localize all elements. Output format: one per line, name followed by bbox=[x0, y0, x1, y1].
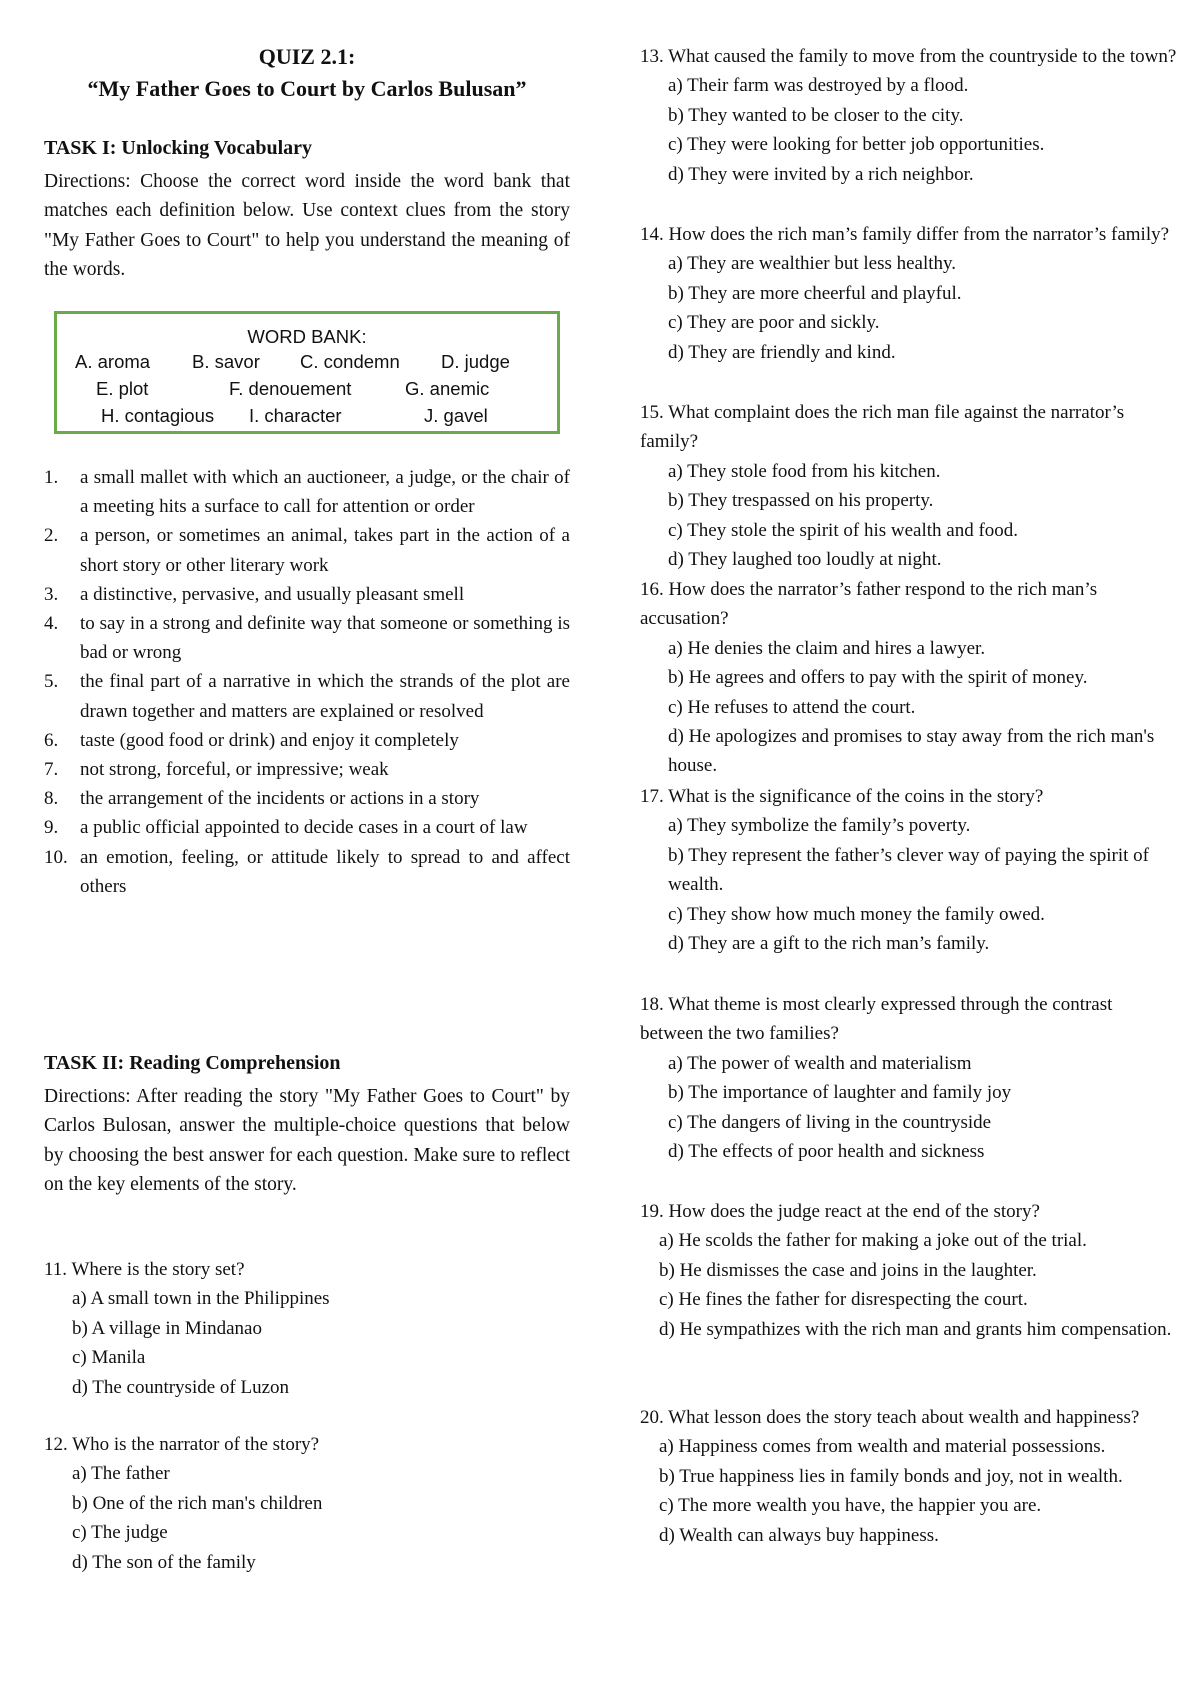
answer-option: a) Happiness comes from wealth and material possessions. bbox=[659, 1436, 1106, 1458]
word-bank-word: J. gavel bbox=[424, 405, 488, 426]
answer-option: c) The judge bbox=[72, 1522, 168, 1544]
word-bank-word: D. judge bbox=[441, 351, 510, 372]
vocab-list bbox=[44, 463, 570, 901]
answer-option: c) Manila bbox=[72, 1347, 146, 1369]
question-stem: 12. Who is the narrator of the story? bbox=[44, 1434, 320, 1455]
answer-option: c) The more wealth you have, the happier you are. bbox=[659, 1495, 1042, 1517]
answer-option: d) They are friendly and kind. bbox=[668, 341, 896, 363]
answer-option: a) The father bbox=[72, 1463, 170, 1485]
vocab-item bbox=[44, 580, 570, 609]
answer-option: d) He sympathizes with the rich man and grants him compensation. bbox=[659, 1318, 1172, 1340]
vocab-item bbox=[44, 813, 570, 842]
answer-option: c) They stole the spirit of his wealth and food. bbox=[668, 519, 1019, 541]
question-20 bbox=[640, 1403, 1180, 1550]
word-bank bbox=[54, 311, 560, 434]
answer-option: c) He refuses to attend the court. bbox=[668, 696, 916, 718]
question-14 bbox=[640, 220, 1180, 367]
answer-option: b) The importance of laughter and family joy bbox=[668, 1082, 1012, 1104]
answer-option: b) He agrees and offers to pay with the spirit of money. bbox=[668, 667, 1088, 689]
answer-option: a) They stole food from his kitchen. bbox=[668, 460, 941, 482]
answer-option: d) The son of the family bbox=[72, 1551, 256, 1573]
answer-option: b) They are more cheerful and playful. bbox=[668, 282, 962, 304]
item-number: 2. bbox=[44, 525, 59, 547]
answer-option: d) The countryside of Luzon bbox=[72, 1376, 290, 1398]
answer-option: d) They laughed too loudly at night. bbox=[668, 549, 942, 571]
answer-option: d) They were invited by a rich neighbor. bbox=[668, 163, 974, 185]
question-12 bbox=[44, 1430, 584, 1577]
question-stem: 18. What theme is most clearly expressed through the contrast between the two families? bbox=[640, 994, 1113, 1045]
word-bank-word: E. plot bbox=[96, 378, 149, 399]
item-definition: a public official appointed to decide cases in a court of law bbox=[80, 817, 528, 839]
answer-option: b) They wanted to be closer to the city. bbox=[668, 104, 964, 126]
vocab-item bbox=[44, 843, 570, 901]
answer-option: a) Their farm was destroyed by a flood. bbox=[668, 75, 969, 97]
answer-option: b) They represent the father’s clever way of paying the spirit of wealth. bbox=[668, 844, 1149, 896]
task2-directions: Directions: After reading the story "My Father Goes to Court" by Carlos Bulosan, answer the multiple-choice questions that below by choosing the best answer for each question. Make sure to reflect on the key elements of the story. bbox=[44, 1086, 570, 1195]
item-definition: not strong, forceful, or impressive; weak bbox=[80, 759, 389, 781]
question-15 bbox=[640, 398, 1180, 574]
item-number: 9. bbox=[44, 817, 59, 839]
vocab-item bbox=[44, 463, 570, 521]
item-definition: a distinctive, pervasive, and usually pleasant smell bbox=[80, 583, 465, 605]
item-number: 4. bbox=[44, 613, 59, 635]
item-definition: taste (good food or drink) and enjoy it completely bbox=[80, 729, 459, 751]
answer-option: b) He dismisses the case and joins in the laughter. bbox=[659, 1259, 1037, 1281]
word-bank-word: G. anemic bbox=[405, 378, 490, 399]
answer-option: a) He scolds the father for making a joke out of the trial. bbox=[659, 1230, 1087, 1252]
word-bank-word: I. character bbox=[249, 405, 342, 426]
item-number: 6. bbox=[44, 729, 59, 751]
item-number: 10. bbox=[44, 846, 68, 868]
task2-heading: TASK II: Reading Comprehension bbox=[44, 1052, 341, 1074]
question-stem: 15. What complaint does the rich man file against the narrator’s family? bbox=[640, 402, 1125, 453]
vocab-item bbox=[44, 784, 570, 813]
task1-heading: TASK I: Unlocking Vocabulary bbox=[44, 137, 313, 159]
answer-option: b) True happiness lies in family bonds and joy, not in wealth. bbox=[659, 1465, 1123, 1487]
answer-option: d) They are a gift to the rich man’s family. bbox=[668, 933, 990, 955]
item-number: 3. bbox=[44, 583, 59, 605]
answer-option: b) They trespassed on his property. bbox=[668, 490, 934, 512]
item-number: 5. bbox=[44, 671, 59, 693]
answer-option: a) He denies the claim and hires a lawyer. bbox=[668, 637, 986, 659]
answer-option: a) A small town in the Philippines bbox=[72, 1288, 330, 1310]
answer-option: a) The power of wealth and materialism bbox=[668, 1052, 972, 1074]
question-18 bbox=[640, 990, 1180, 1166]
answer-option: c) They were looking for better job opportunities. bbox=[668, 134, 1045, 156]
question-stem: 16. How does the narrator’s father respond to the rich man’s accusation? bbox=[640, 579, 1098, 630]
answer-option: c) They are poor and sickly. bbox=[668, 312, 880, 334]
answer-option: d) The effects of poor health and sickness bbox=[668, 1141, 985, 1163]
item-definition: a small mallet with which an auctioneer, a judge, or the chair of a meeting hits a surface to call for attention or order bbox=[80, 467, 570, 518]
vocab-item bbox=[44, 667, 570, 725]
answer-option: d) Wealth can always buy happiness. bbox=[659, 1524, 939, 1546]
question-16 bbox=[640, 575, 1180, 781]
vocab-item bbox=[44, 726, 570, 755]
item-number: 7. bbox=[44, 759, 59, 781]
quiz-title: QUIZ 2.1: bbox=[258, 44, 356, 69]
answer-option: b) A village in Mindanao bbox=[72, 1317, 262, 1339]
answer-option: a) They are wealthier but less healthy. bbox=[668, 253, 957, 275]
question-stem: 20. What lesson does the story teach about wealth and happiness? bbox=[640, 1407, 1140, 1428]
word-bank-word: H. contagious bbox=[101, 405, 215, 426]
question-stem: 17. What is the significance of the coins in the story? bbox=[640, 786, 1044, 807]
question-stem: 19. How does the judge react at the end of the story? bbox=[640, 1201, 1040, 1222]
answer-option: c) The dangers of living in the countryside bbox=[668, 1111, 992, 1133]
question-17 bbox=[640, 782, 1180, 958]
vocab-item bbox=[44, 755, 570, 784]
item-definition: an emotion, feeling, or attitude likely to spread to and affect others bbox=[80, 846, 570, 897]
word-bank-word: C. condemn bbox=[300, 351, 400, 372]
vocab-item bbox=[44, 609, 570, 667]
answer-option: c) He fines the father for disrespecting the court. bbox=[659, 1289, 1028, 1311]
answer-option: b) One of the rich man's children bbox=[72, 1492, 323, 1514]
question-11 bbox=[44, 1255, 584, 1402]
question-13 bbox=[640, 42, 1180, 189]
task1-directions: Directions: Choose the correct word inside the word bank that matches each definition below. Use context clues from the story "My Father Goes to Court" to help you understand the meaning of the words. bbox=[44, 171, 570, 280]
item-definition: a person, or sometimes an animal, takes part in the action of a short story or other literary work bbox=[80, 525, 570, 576]
question-stem: 11. Where is the story set? bbox=[44, 1259, 245, 1280]
word-bank-word: F. denouement bbox=[229, 378, 352, 399]
vocab-item bbox=[44, 521, 570, 579]
question-19 bbox=[640, 1197, 1180, 1344]
answer-option: a) They symbolize the family’s poverty. bbox=[668, 815, 971, 837]
answer-option: c) They show how much money the family owed. bbox=[668, 903, 1045, 925]
question-stem: 14. How does the rich man’s family differ from the narrator’s family? bbox=[640, 224, 1170, 245]
item-number: 1. bbox=[44, 467, 59, 488]
item-number: 8. bbox=[44, 788, 59, 810]
question-stem: 13. What caused the family to move from the countryside to the town? bbox=[640, 46, 1177, 67]
word-bank-word: B. savor bbox=[192, 351, 260, 372]
word-bank-word: A. aroma bbox=[75, 351, 151, 372]
item-definition: the arrangement of the incidents or actions in a story bbox=[80, 788, 480, 810]
word-bank-title: WORD BANK: bbox=[247, 326, 367, 347]
item-definition: the final part of a narrative in which the strands of the plot are drawn together and matters are explained or resolved bbox=[80, 671, 570, 722]
answer-option: d) He apologizes and promises to stay away from the rich man's house. bbox=[668, 726, 1155, 777]
item-definition: to say in a strong and definite way that someone or something is bad or wrong bbox=[80, 613, 570, 664]
quiz-subtitle: “My Father Goes to Court by Carlos Bulusan” bbox=[87, 76, 527, 101]
